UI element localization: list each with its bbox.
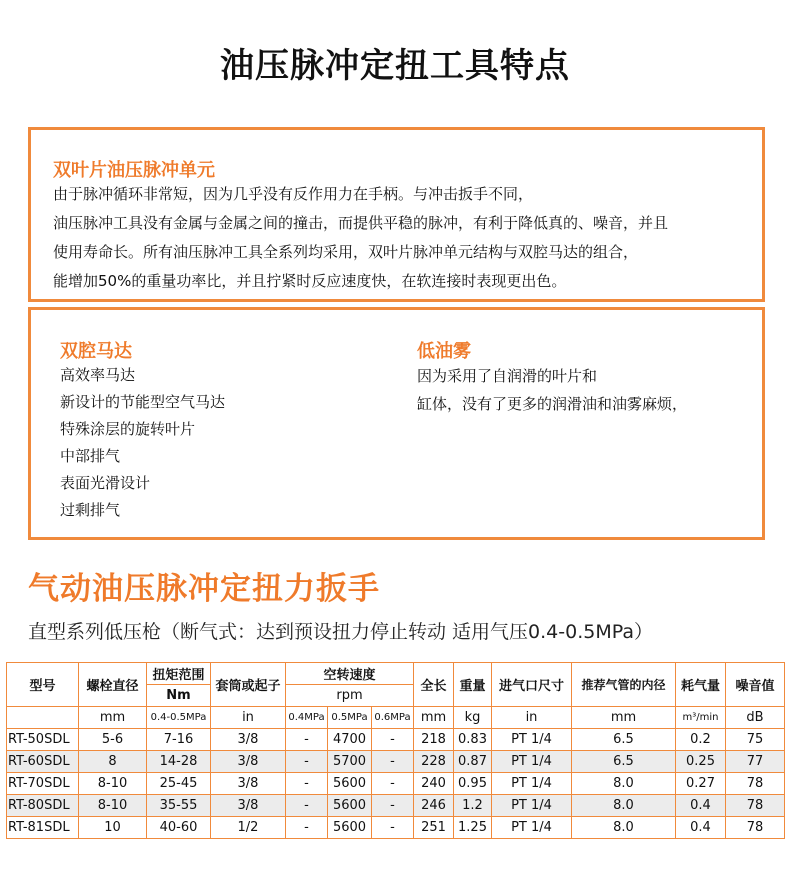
section-subtitle: 直型系列低压枪（断气式：达到预设扭力停止转动 适用气压0.4-0.5MPa） [28, 621, 653, 643]
cell-hose: 8.0 [572, 817, 676, 839]
table-row [7, 795, 785, 817]
cell-air: 0.2 [676, 729, 726, 751]
description-line: 使用寿命长。所有油压脉冲工具全系列均采用，双叶片脉冲单元结构与双腔马达的组合， [53, 243, 639, 261]
description-line: 能增加50%的重量功率比，并且拧紧时反应速度快，在软连接时表现更出色。 [53, 272, 567, 290]
cell-weight: 0.83 [454, 729, 492, 751]
cell-model: RT-50SDL [7, 729, 79, 751]
cell-weight: 1.25 [454, 817, 492, 839]
cell-torque: 35-55 [147, 795, 211, 817]
cell-speed-0.5: 5600 [328, 817, 372, 839]
unit-torque: 0.4-0.5MPa [147, 707, 211, 729]
cell-torque: 14-28 [147, 751, 211, 773]
unit-hose: mm [572, 707, 676, 729]
cell-length: 251 [414, 817, 454, 839]
cell-socket: 3/8 [211, 773, 286, 795]
header-length: 全长 [414, 663, 454, 707]
description-line: 由于脉冲循环非常短，因为几乎没有反作用力在手柄。与冲击扳手不同， [53, 185, 534, 203]
cell-socket: 3/8 [211, 795, 286, 817]
list-item: 表面光滑设计 [60, 474, 151, 492]
cell-hose: 6.5 [572, 751, 676, 773]
cell-bolt: 8-10 [79, 773, 147, 795]
description-line: 油压脉冲工具没有金属与金属之间的撞击，而提供平稳的脉冲，有利于降低真的、噪音，并且 [53, 214, 669, 232]
cell-inlet: PT 1/4 [492, 729, 572, 751]
unit-speed-0.6: 0.6MPa [372, 707, 414, 729]
unit-speed-0.5: 0.5MPa [328, 707, 372, 729]
header-speed-unit: rpm [286, 685, 414, 707]
cell-socket: 1/2 [211, 817, 286, 839]
cell-length: 240 [414, 773, 454, 795]
cell-noise: 78 [726, 795, 785, 817]
cell-air: 0.27 [676, 773, 726, 795]
motor-feature-list [60, 362, 225, 524]
cell-speed-0.5: 5700 [328, 751, 372, 773]
header-bolt-diameter: 螺栓直径 [79, 663, 147, 707]
page-title: 油压脉冲定扭工具特点 [220, 46, 570, 86]
header-air-consumption: 耗气量 [676, 663, 726, 707]
header-free-speed: 空转速度 [286, 663, 414, 685]
cell-length: 218 [414, 729, 454, 751]
cell-inlet: PT 1/4 [492, 751, 572, 773]
unit-noise: dB [726, 707, 785, 729]
cell-air: 0.4 [676, 795, 726, 817]
header-weight: 重量 [454, 663, 492, 707]
cell-speed-0.6: - [372, 817, 414, 839]
list-item: 高效率马达 [60, 366, 136, 384]
unit-air: m³/min [676, 707, 726, 729]
cell-model: RT-80SDL [7, 795, 79, 817]
cell-weight: 1.2 [454, 795, 492, 817]
unit-inlet: in [492, 707, 572, 729]
header-torque-range: 扭矩范围 [147, 663, 211, 685]
header-torque-unit: Nm [147, 685, 211, 707]
cell-torque: 25-45 [147, 773, 211, 795]
cell-bolt: 5-6 [79, 729, 147, 751]
description-line: 缸体，没有了更多的润滑油和油雾麻烦， [417, 395, 688, 413]
cell-model: RT-81SDL [7, 817, 79, 839]
cell-hose: 8.0 [572, 773, 676, 795]
cell-air: 0.4 [676, 817, 726, 839]
cell-noise: 75 [726, 729, 785, 751]
cell-speed-0.5: 4700 [328, 729, 372, 751]
cell-weight: 0.95 [454, 773, 492, 795]
description-line: 因为采用了自润滑的叶片和 [417, 367, 598, 385]
unit-bolt: mm [79, 707, 147, 729]
header-socket: 套筒或起子 [211, 663, 286, 707]
cell-noise: 78 [726, 817, 785, 839]
cell-hose: 8.0 [572, 795, 676, 817]
cell-speed-0.4: - [286, 729, 328, 751]
list-item: 过剩排气 [60, 501, 121, 519]
low-oil-mist-description [417, 362, 687, 418]
cell-socket: 3/8 [211, 729, 286, 751]
list-item: 中部排气 [60, 447, 121, 465]
cell-length: 246 [414, 795, 454, 817]
cell-torque: 7-16 [147, 729, 211, 751]
dual-blade-heading: 双叶片油压脉冲单元 [53, 160, 215, 181]
cell-speed-0.6: - [372, 729, 414, 751]
cell-torque: 40-60 [147, 817, 211, 839]
cell-noise: 77 [726, 751, 785, 773]
cell-model: RT-60SDL [7, 751, 79, 773]
header-hose-diameter: 推荐气管的内径 [572, 663, 676, 707]
feature-box-motor-oil [28, 307, 765, 540]
cell-hose: 6.5 [572, 729, 676, 751]
table-row [7, 817, 785, 839]
cell-speed-0.6: - [372, 751, 414, 773]
dual-chamber-motor-heading: 双腔马达 [60, 341, 132, 362]
header-air-inlet: 进气口尺寸 [492, 663, 572, 707]
cell-inlet: PT 1/4 [492, 773, 572, 795]
cell-speed-0.6: - [372, 773, 414, 795]
cell-inlet: PT 1/4 [492, 795, 572, 817]
table-row [7, 773, 785, 795]
header-model: 型号 [7, 663, 79, 707]
spec-table [6, 662, 785, 839]
unit-socket: in [211, 707, 286, 729]
cell-air: 0.25 [676, 751, 726, 773]
cell-length: 228 [414, 751, 454, 773]
feature-box-dual-blade [28, 127, 765, 302]
cell-bolt: 10 [79, 817, 147, 839]
cell-socket: 3/8 [211, 751, 286, 773]
cell-speed-0.5: 5600 [328, 795, 372, 817]
list-item: 新设计的节能型空气马达 [60, 393, 226, 411]
header-noise: 噪音值 [726, 663, 785, 707]
cell-speed-0.4: - [286, 817, 328, 839]
cell-speed-0.4: - [286, 751, 328, 773]
unit-speed-0.4: 0.4MPa [286, 707, 328, 729]
unit-weight: kg [454, 707, 492, 729]
unit-model-empty [7, 707, 79, 729]
table-row [7, 729, 785, 751]
low-oil-mist-heading: 低油雾 [417, 341, 471, 362]
cell-bolt: 8 [79, 751, 147, 773]
cell-weight: 0.87 [454, 751, 492, 773]
cell-inlet: PT 1/4 [492, 817, 572, 839]
cell-bolt: 8-10 [79, 795, 147, 817]
list-item: 特殊涂层的旋转叶片 [60, 420, 196, 438]
section-title: 气动油压脉冲定扭力扳手 [28, 571, 380, 607]
unit-length: mm [414, 707, 454, 729]
cell-noise: 78 [726, 773, 785, 795]
dual-blade-description [53, 180, 668, 296]
cell-speed-0.5: 5600 [328, 773, 372, 795]
cell-speed-0.6: - [372, 795, 414, 817]
cell-speed-0.4: - [286, 773, 328, 795]
table-row [7, 751, 785, 773]
cell-model: RT-70SDL [7, 773, 79, 795]
cell-speed-0.4: - [286, 795, 328, 817]
